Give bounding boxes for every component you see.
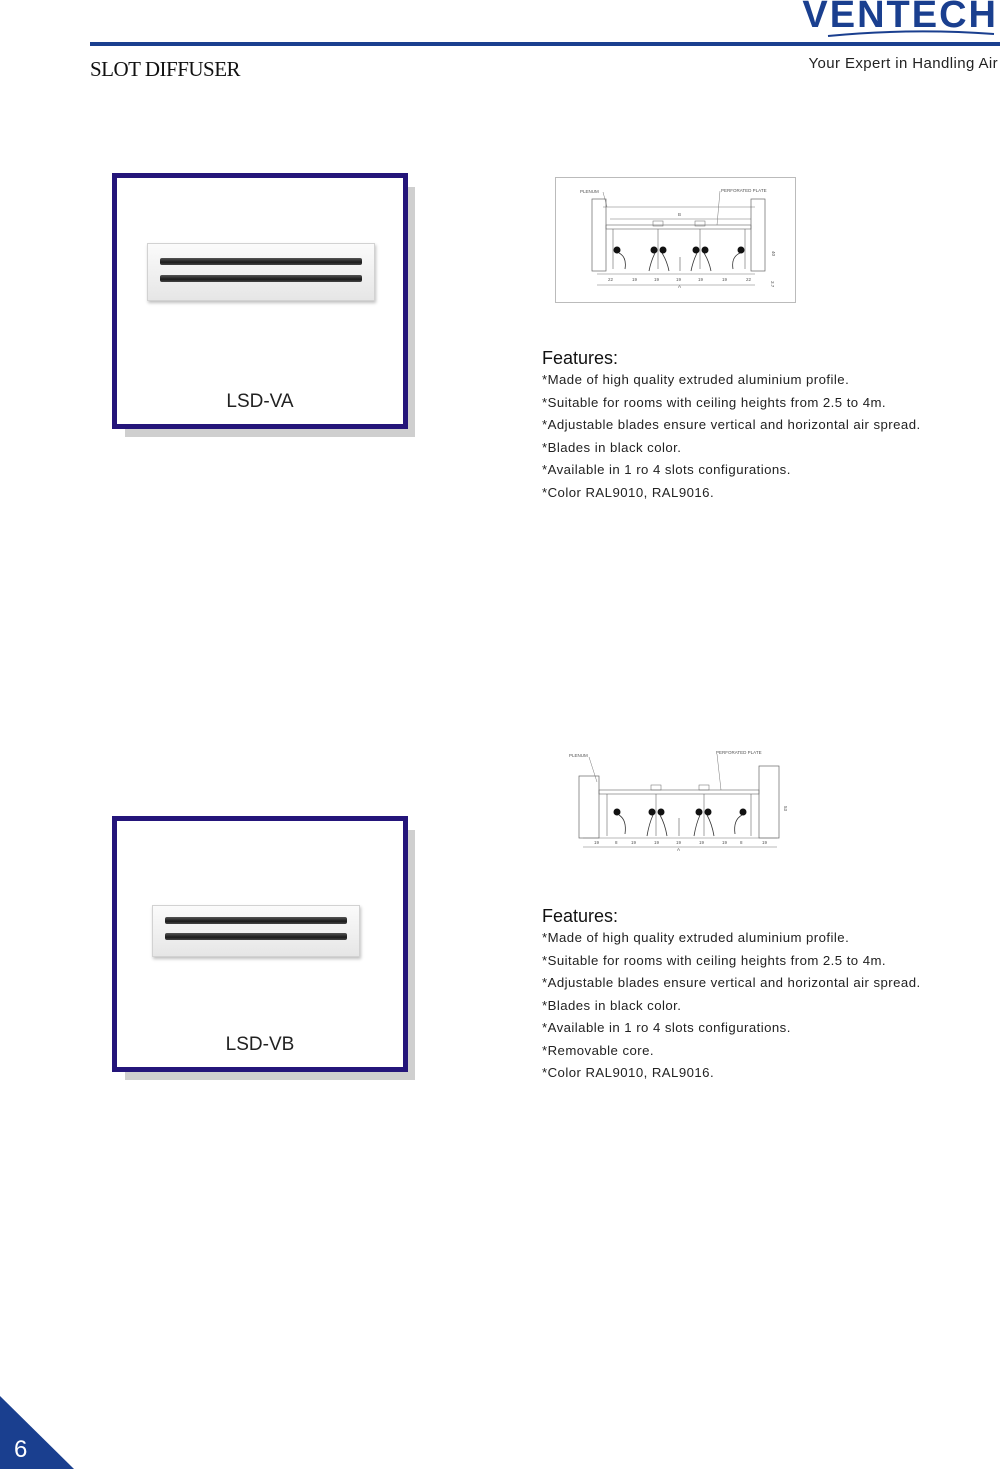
slot — [160, 258, 362, 265]
product-frame-lsd-vb — [112, 816, 408, 1072]
callout-plenum: PLENUM — [569, 753, 588, 758]
dim-label: 22 — [746, 277, 752, 282]
header-rule — [90, 42, 1000, 46]
dim-label: 19 — [762, 840, 768, 845]
dim-label: 8 — [740, 840, 743, 845]
dim-label: 19 — [654, 840, 660, 845]
logo-swoosh-icon — [826, 28, 996, 38]
model-label: LSD-VA — [226, 391, 294, 412]
page-corner-triangle — [0, 1396, 74, 1469]
brand-logo: VENTECH — [802, 0, 998, 36]
product-frame-lsd-va — [112, 173, 408, 429]
feature-item: *Removable core. — [542, 1042, 655, 1058]
feature-item: *Color RAL9010, RAL9016. — [542, 1065, 715, 1080]
dim-label: 19 — [676, 277, 682, 282]
callout-perforated-plate: PERFORATED PLATE — [716, 750, 762, 755]
dim-label: 19 — [722, 277, 728, 282]
dim-label: 19 — [631, 840, 637, 845]
feature-item: *Blades in black color. — [542, 439, 682, 455]
diffuser-photo — [147, 243, 375, 301]
dim-side: 53 — [783, 806, 788, 812]
feature-item: *Color RAL9010, RAL9016. — [542, 484, 715, 500]
diffuser-photo — [152, 905, 360, 957]
slot — [165, 933, 347, 940]
features-heading: Features: — [542, 906, 619, 926]
dim-label: 19 — [594, 840, 600, 845]
features-heading: Features: — [542, 348, 619, 368]
feature-item: *Adjustable blades ensure vertical and horizontal air spread. — [542, 975, 921, 990]
dim-label: 19 — [699, 840, 705, 845]
feature-item: *Suitable for rooms with ceiling heights from 2.5 to 4m. — [542, 952, 887, 968]
section-drawing-lsd-vb — [565, 746, 791, 856]
section-drawing-lsd-va — [555, 177, 796, 303]
dim-label: 19 — [654, 277, 660, 282]
features-block-lsd-vb — [542, 905, 982, 1085]
tagline: Your Expert in Handling Air — [808, 55, 998, 72]
feature-item: *Suitable for rooms with ceiling heights from 2.5 to 4m. — [542, 394, 887, 410]
feature-item: *Blades in black color. — [542, 997, 682, 1013]
slot — [165, 917, 347, 924]
slot — [160, 275, 362, 282]
dim-label: 19 — [722, 840, 728, 845]
callout-plenum: PLENUM — [580, 189, 599, 194]
dim-label: 19 — [698, 277, 704, 282]
callout-perforated-plate: PERFORATED PLATE — [721, 188, 767, 193]
page-number: 6 — [14, 1436, 28, 1463]
feature-item: *Adjustable blades ensure vertical and horizontal air spread. — [542, 417, 921, 432]
dim-label: 8 — [615, 840, 618, 845]
dim-label: 19 — [632, 277, 638, 282]
features-list — [542, 927, 982, 1085]
features-list — [542, 369, 982, 504]
dim-label: 19 — [676, 840, 682, 845]
dim-a: A — [677, 847, 681, 852]
feature-item: *Made of high quality extruded aluminium profile. — [542, 930, 850, 945]
feature-item: *Available in 1 ro 4 slots configurations. — [542, 462, 791, 477]
feature-item: *Available in 1 ro 4 slots configurations. — [542, 1020, 791, 1035]
features-block-lsd-va — [542, 347, 982, 504]
dim-side: 3.7 — [770, 281, 775, 288]
model-label: LSD-VB — [225, 1034, 295, 1055]
dim-a: A — [678, 284, 682, 289]
dim-side: 40 — [771, 251, 776, 257]
dim-b: B — [678, 212, 682, 217]
feature-item: *Made of high quality extruded aluminium profile. — [542, 372, 850, 387]
section-title: SLOT DIFFUSER — [90, 57, 241, 81]
dim-label: 22 — [608, 277, 614, 282]
